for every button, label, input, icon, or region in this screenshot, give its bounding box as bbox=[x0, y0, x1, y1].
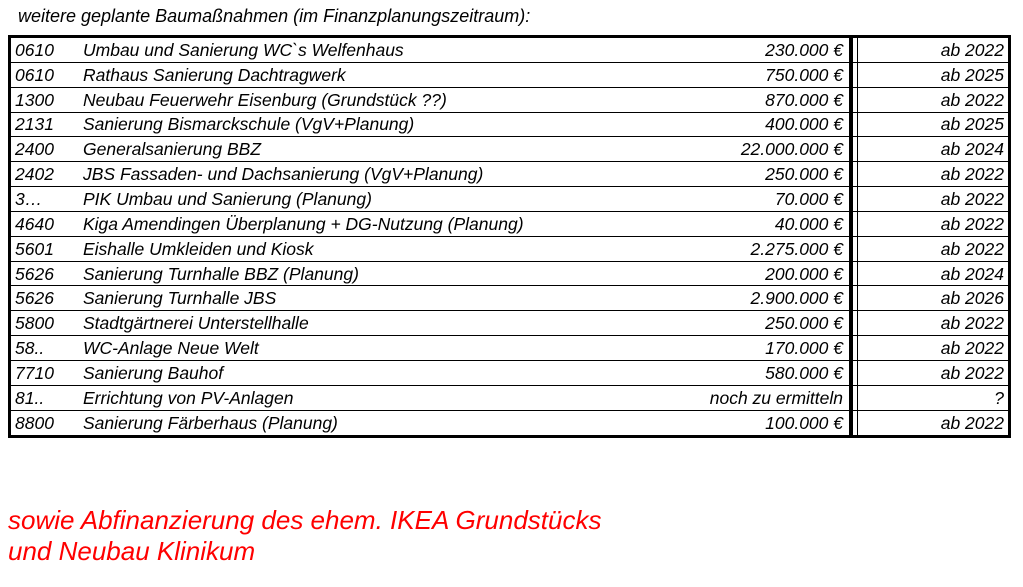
table-row bbox=[11, 112, 1008, 137]
amount-cell: 250.000 € bbox=[619, 162, 851, 187]
table-row bbox=[11, 162, 1008, 187]
start-year-cell: ab 2024 bbox=[858, 137, 1009, 162]
table-row bbox=[11, 211, 1008, 236]
measure-description: Rathaus Sanierung Dachtragwerk bbox=[75, 62, 619, 87]
amount-cell: 870.000 € bbox=[619, 87, 851, 112]
amount-cell: noch zu ermitteln bbox=[619, 385, 851, 410]
amount-cell: 2.900.000 € bbox=[619, 286, 851, 311]
amount-cell: 2.275.000 € bbox=[619, 236, 851, 261]
table-row bbox=[11, 261, 1008, 286]
start-year-cell: ab 2025 bbox=[858, 62, 1009, 87]
table-row bbox=[11, 385, 1008, 410]
measure-description: Stadtgärtnerei Unterstellhalle bbox=[75, 311, 619, 336]
measure-description: JBS Fassaden- und Dachsanierung (VgV+Planung) bbox=[75, 162, 619, 187]
cost-center-code: 5626 bbox=[11, 286, 75, 311]
table-row bbox=[11, 360, 1008, 385]
cost-center-code: 0610 bbox=[11, 38, 75, 62]
cost-center-code: 0610 bbox=[11, 62, 75, 87]
table-row bbox=[11, 236, 1008, 261]
start-year-cell: ab 2022 bbox=[940, 412, 1004, 433]
measure-description: Umbau und Sanierung WC`s Welfenhaus bbox=[75, 38, 619, 62]
start-year-cell: ab 2022 bbox=[858, 87, 1009, 112]
cost-center-code: 2400 bbox=[11, 137, 75, 162]
table-row bbox=[11, 87, 1008, 112]
table-row bbox=[11, 286, 1008, 311]
cost-center-code: 58.. bbox=[11, 336, 75, 361]
amount-cell: 750.000 € bbox=[619, 62, 851, 87]
start-year-cell: ab 2026 bbox=[858, 286, 1009, 311]
measure-description: Sanierung Turnhalle BBZ (Planung) bbox=[75, 261, 619, 286]
measure-description: Sanierung Bismarckschule (VgV+Planung) bbox=[75, 112, 619, 137]
measure-description: Errichtung von PV-Anlagen bbox=[75, 385, 619, 410]
table-row bbox=[11, 311, 1008, 336]
table-row bbox=[11, 187, 1008, 212]
red-note-line-2: und Neubau Klinikum bbox=[8, 536, 256, 566]
measure-description: Generalsanierung BBZ bbox=[75, 137, 619, 162]
start-year-cell: ab 2025 bbox=[858, 112, 1009, 137]
start-year-cell: ab 2024 bbox=[858, 261, 1009, 286]
table-caption: weitere geplante Baumaßnahmen (im Finanzplanungszeitraum): bbox=[18, 6, 531, 26]
start-year-cell: ab 2022 bbox=[858, 236, 1009, 261]
amount-cell: 200.000 € bbox=[619, 261, 851, 286]
measure-description: PIK Umbau und Sanierung (Planung) bbox=[75, 187, 619, 212]
start-year-cell: ab 2022 bbox=[858, 360, 1009, 385]
measure-description: Eishalle Umkleiden und Kiosk bbox=[75, 236, 619, 261]
cost-center-code: 2402 bbox=[11, 162, 75, 187]
amount-cell: 70.000 € bbox=[619, 187, 851, 212]
amount-cell: 22.000.000 € bbox=[619, 137, 851, 162]
measure-description: Sanierung Färberhaus (Planung) bbox=[83, 412, 338, 433]
cost-center-code: 3… bbox=[11, 187, 75, 212]
measures-table-body bbox=[11, 38, 1008, 435]
cost-center-code: 8800 bbox=[15, 412, 54, 433]
amount-cell: 230.000 € bbox=[619, 38, 851, 62]
cost-center-code: 4640 bbox=[11, 211, 75, 236]
red-note bbox=[8, 505, 602, 567]
table-row bbox=[11, 62, 1008, 87]
table-row bbox=[11, 38, 1008, 62]
cost-center-code: 81.. bbox=[11, 385, 75, 410]
table-row bbox=[11, 336, 1008, 361]
amount-cell: 100.000 € bbox=[619, 410, 851, 434]
measure-description: Kiga Amendingen Überplanung + DG-Nutzung (Planung) bbox=[75, 211, 619, 236]
measure-description: Neubau Feuerwehr Eisenburg (Grundstück ??) bbox=[75, 87, 619, 112]
cost-center-code: 5800 bbox=[11, 311, 75, 336]
table-row bbox=[11, 137, 1008, 162]
cost-center-code: 5626 bbox=[11, 261, 75, 286]
start-year-cell: ab 2022 bbox=[858, 211, 1009, 236]
table-row bbox=[11, 410, 1008, 434]
cost-center-code: 5601 bbox=[11, 236, 75, 261]
measure-description: Sanierung Bauhof bbox=[75, 360, 619, 385]
measures-table bbox=[11, 38, 1008, 435]
amount-cell: 250.000 € bbox=[619, 311, 851, 336]
measure-description: Sanierung Turnhalle JBS bbox=[75, 286, 619, 311]
amount-cell: 40.000 € bbox=[619, 211, 851, 236]
cost-center-code: 7710 bbox=[11, 360, 75, 385]
start-year-cell: ab 2022 bbox=[858, 311, 1009, 336]
amount-cell: 400.000 € bbox=[619, 112, 851, 137]
start-year-cell: ab 2022 bbox=[858, 38, 1009, 62]
amount-cell: 170.000 € bbox=[619, 336, 851, 361]
cost-center-code: 1300 bbox=[11, 87, 75, 112]
amount-cell: 580.000 € bbox=[619, 360, 851, 385]
red-note-line-1: sowie Abfinanzierung des ehem. IKEA Grundstücks bbox=[8, 505, 602, 535]
start-year-cell: ab 2022 bbox=[858, 162, 1009, 187]
start-year-cell: ab 2022 bbox=[858, 187, 1009, 212]
cost-center-code: 2131 bbox=[11, 112, 75, 137]
measures-table-wrapper bbox=[8, 35, 1011, 438]
start-year-cell: ? bbox=[858, 385, 1009, 410]
measure-description: WC-Anlage Neue Welt bbox=[75, 336, 619, 361]
start-year-cell: ab 2022 bbox=[858, 336, 1009, 361]
